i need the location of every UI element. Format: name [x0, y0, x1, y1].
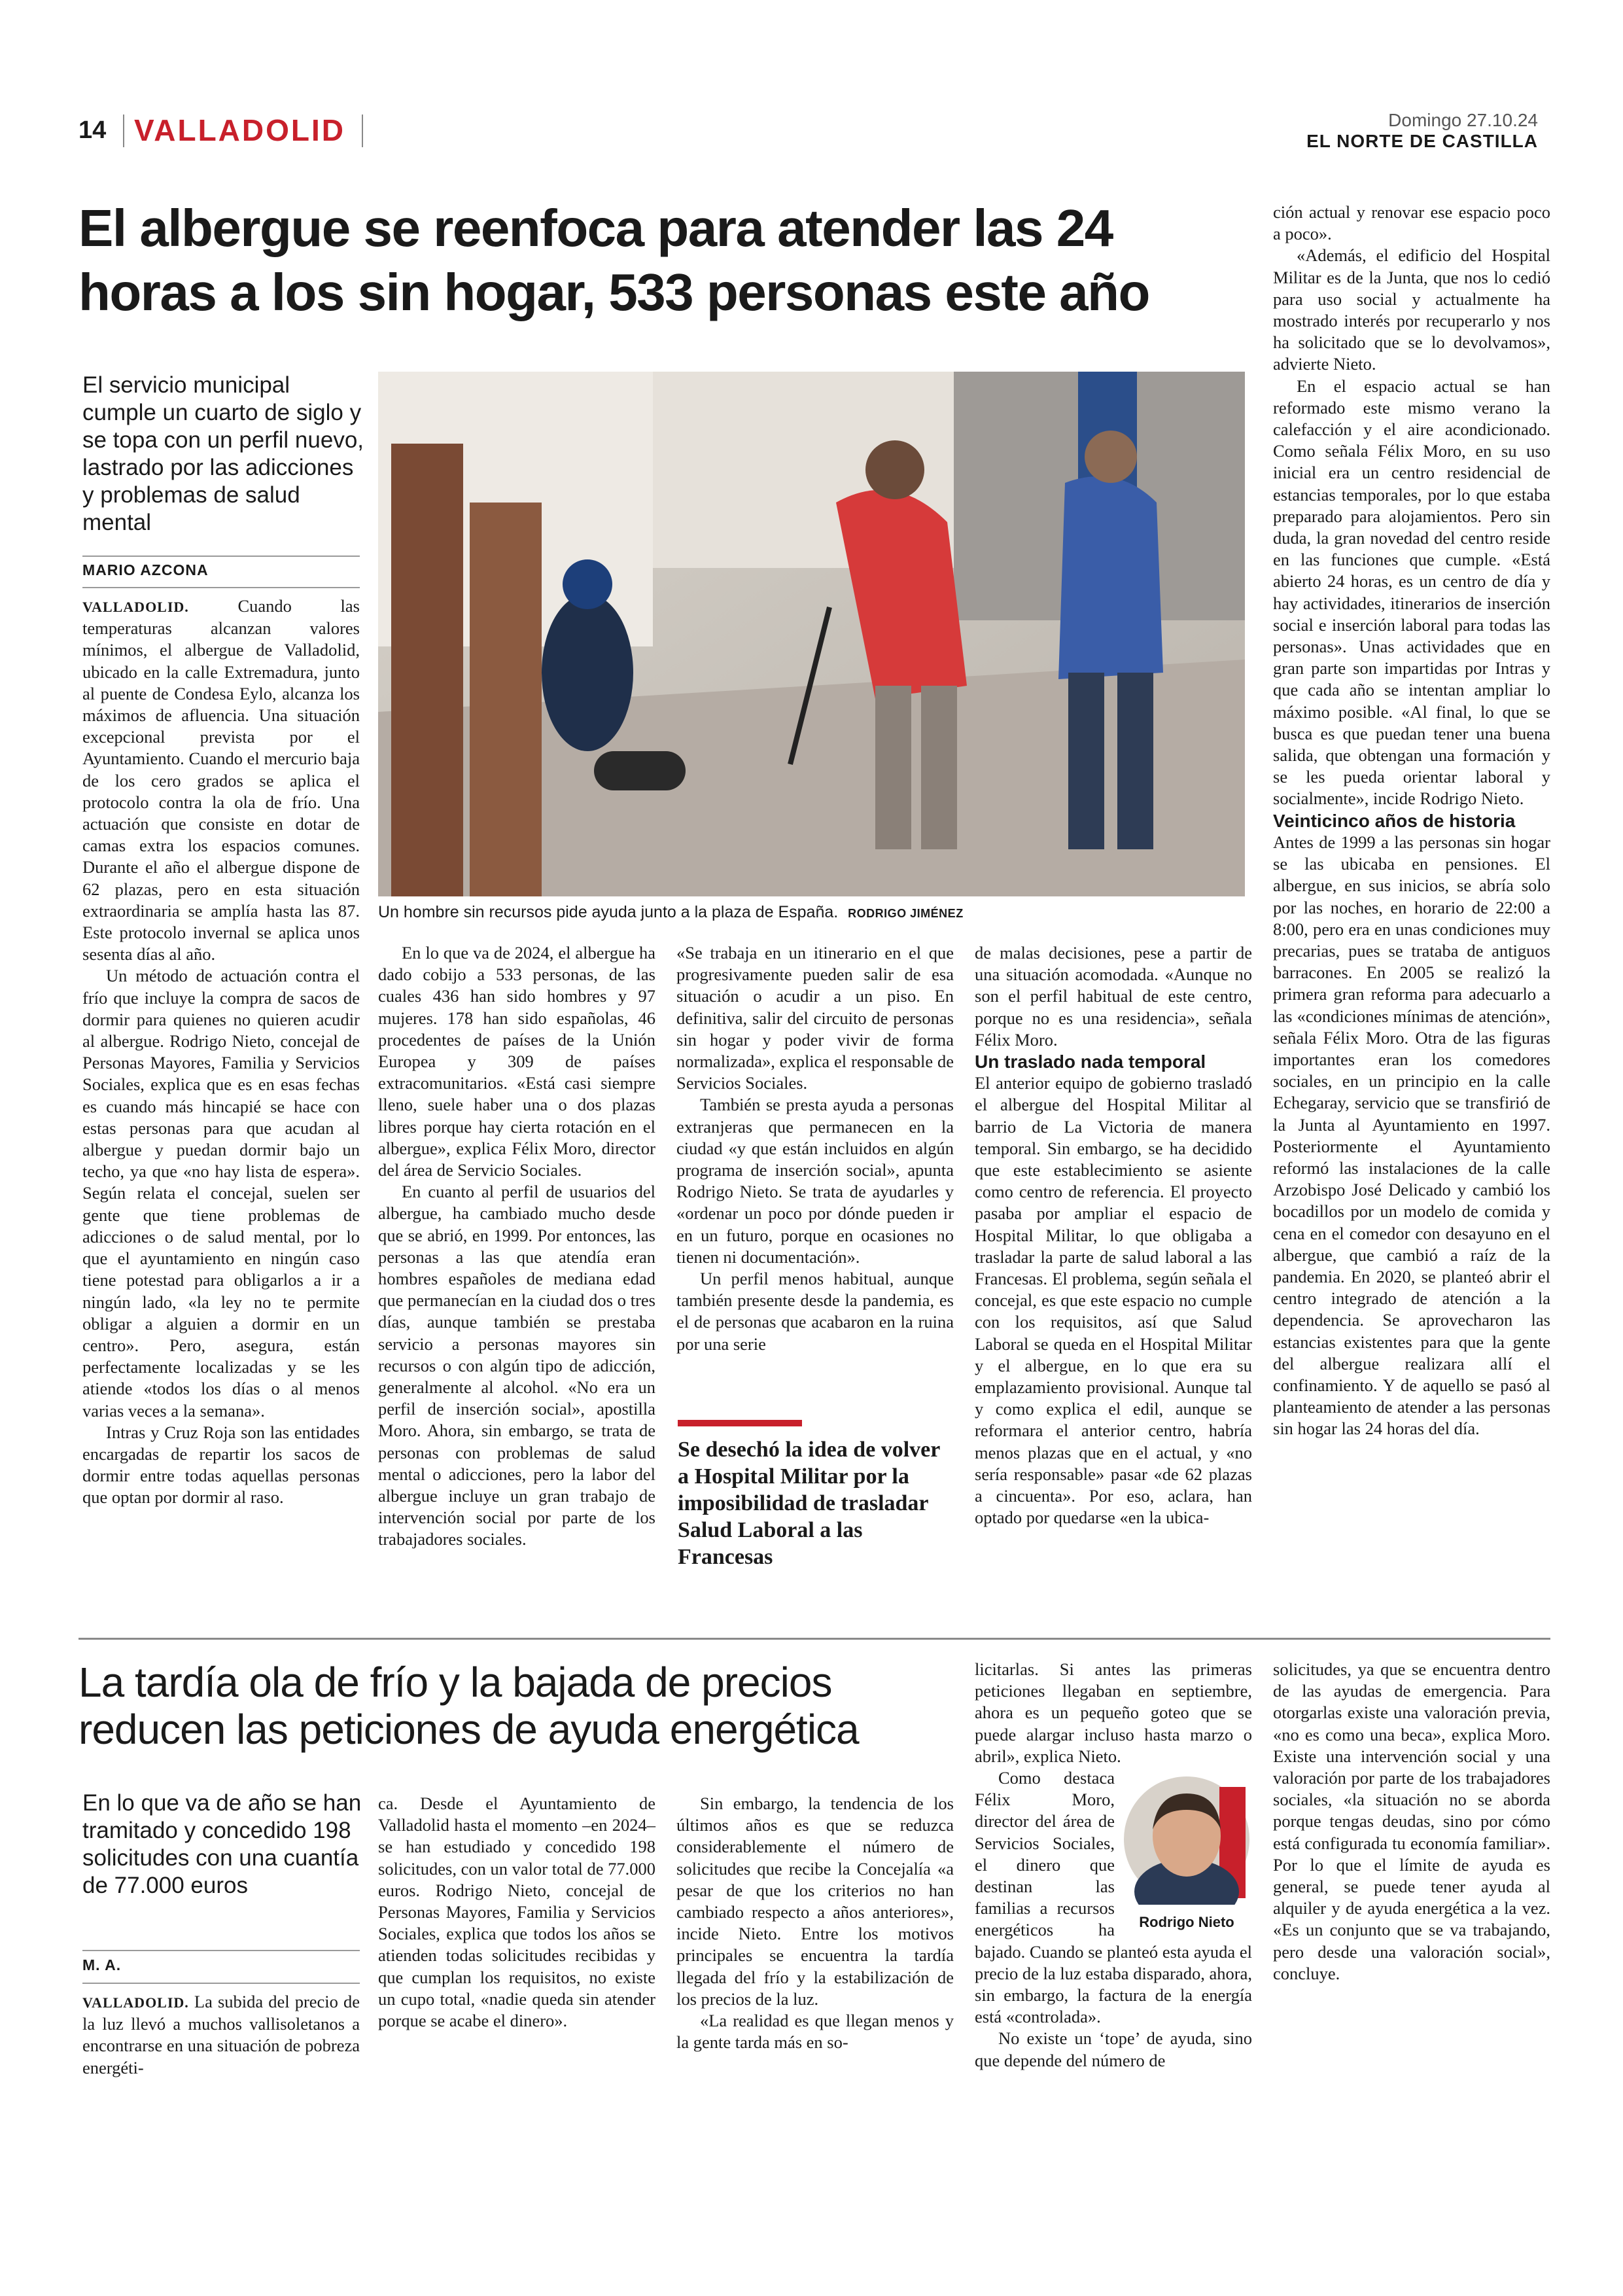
paragraph: ción actual y renovar ese espacio poco a poco». [1273, 202, 1550, 244]
article2-column-3 [676, 1793, 954, 2053]
headline-line-1: El albergue se reenfoca para atender las 24 [79, 199, 1113, 257]
paragraph: Intras y Cruz Roja son las entidades encargadas de repartir los sacos de dormir entre todas aquellas personas que optan por dormir al raso. [82, 1422, 360, 1508]
byline-rule [82, 1983, 360, 1984]
header-divider-2 [362, 115, 363, 147]
paragraph: Antes de 1999 a las personas sin hogar se las ubicaba en pensiones. El albergue, en sus inicios, se abría solo por las noches, en horario de 22:00 a 8:00, pero era en unas condiciones muy precarias, pues se trataba de antiguos barracones. En 2005 se realizó la primera gran reforma para adecuarlo a las «condiciones mínimas de atención», señala Félix Moro. Otra de las figuras importantes eran los comedores sociales, en un principio en la calle Echegaray, servicio que se transfirió de la Junta al Ayuntamiento en 1997. Posteriormente el Ayuntamiento reformó las instalaciones de la calle Arzobispo José Delicado y cambió los bocadillos por un modelo de comida y cena en el comedor con desayuno en el albergue, que cambió a raíz de la pandemia. En 2020, se planteó abrir el centro integrado de atención a la dependencia. Se aprovecharon las estancias existentes para que la gente del albergue realizara allí el confinamiento. Y de aquello se pasó al planteamiento de atender a las personas sin hogar las 24 horas del día. [1273, 832, 1550, 1439]
paragraph: «Se trabaja en un itinerario en el que progresivamente pueden salir de esa situación o acudir a un piso. En definitiva, salir del circuito de personas sin hogar y poder vivir de forma normalizada», explica el responsable de Servicios Sociales. [676, 943, 954, 1093]
paragraph: solicitudes, ya que se encuentra dentro de las ayudas de emergencia. Para otorgarlas existe una valoración previa, «no es como una beca», explica Moro. Existe una intervención social y una valoración por parte de los trabajadores sociales, «la situación no se aborda porque tengas deudas, sino por cómo está configurada tu economía familiar». Por lo que el límite de ayuda es general, se puede tener ayuda al alquiler y de ayuda energética a la vez. «Es un conjunto que se va trabajando, pero desde una valoración social», concluye. [1273, 1659, 1550, 1983]
byline: M. A. [82, 1956, 122, 1973]
photo-credit: RODRIGO JIMÉNEZ [848, 907, 964, 920]
paragraph: VALLADOLID. La subida del precio de la luz llevó a muchos vallisoletanos a encontrarse en una situación de pobreza energéti- [82, 1992, 360, 2077]
article-subtitle: El servicio municipal cumple un cuarto de siglo y se topa con un perfil nuevo, lastrado por las adicciones y problemas de salud mental [82, 372, 364, 535]
byline: MARIO AZCONA [82, 561, 209, 578]
paragraph: También se presta ayuda a personas extranjeras que permanecen en la ciudad «y que están incluidos en algún programa de inserción social», apunta Rodrigo Nieto. Se trata de ayudarles y «ordenar un poco por dónde pueden ir en un futuro, porque en ocasiones no tienen ni documentación». [676, 1095, 954, 1267]
article1-column-3 [676, 942, 954, 1355]
paragraph: «La realidad es que llegan menos y la gente tarda más en so- [676, 2011, 954, 2053]
headline-line-2: horas a los sin hogar, 533 personas este año [79, 263, 1149, 321]
portrait-caption: Rodrigo Nieto [1139, 1914, 1234, 1931]
paragraph: «Además, el edificio del Hospital Militar es de la Junta, que nos lo cedió para uso social y actualmente ha mostrado interés por recuperarlo y nos ha solicitado que se lo devolvamos», advierte Nieto. [1273, 245, 1550, 374]
dateline: VALLADOLID. [82, 599, 189, 615]
paragraph: Un método de actuación contra el frío que incluye la compra de sacos de dormir para quienes no quieren acudir al albergue. Rodrigo Nieto, concejal de Personas Mayores, Familia y Servicios Sociales, explica que es en esas fechas es cuando más hincapié se hace con estas personas para que acudan al albergue y puedan dormir bajo un techo, ya que «no hay lista de espera». Según relata el concejal, suelen ser gente que tiene problemas de adicciones o de salud mental, por lo que el ayuntamiento en ningún caso tiene potestad para obligarlos a ir a ningún lado, «la ley no te permite obligar a alguien a dormir en un centro». Pero, asegura, están perfectamente localizadas y se les atiende «todos los días o al menos varias veces a la semana». [82, 966, 360, 1421]
paragraph: ca. Desde el Ayuntamiento de Valladolid hasta el momento –en 2024– se han estudiado y concedido 198 solicitudes, con un valor total de 77.000 euros. Rodrigo Nieto, concejal de Personas Mayores, Familia y Servicios Sociales, explica que todos los años se atienden todas solicitudes recibidas y que cumplan los requisitos, no existe un cupo total, «nadie queda sin atender porque se acabe el dinero». [378, 1793, 655, 2031]
section-label: VALLADOLID [134, 113, 346, 147]
paragraph: El anterior equipo de gobierno trasladó el albergue del Hospital Militar al barrio de La Victoria de manera temporal. Sin embargo, se ha decidido que este establecimiento se asiente como centro de referencia. El proyecto pasaba por ampliar el espacio de Hospital Militar, lo que obligaba a trasladar la parte de salud laboral a las Francesas. El problema, según señala el concejal, es que este espacio no cumple con los requisitos, así que Salud Laboral se queda en el Hospital Militar y el albergue, en lo que era su emplazamiento provisional. Aunque tal y como explica el edil, aunque se reformara el anterior centro, habría menos plazas que en el actual, y «no sería responsable» pasar «de 62 plazas a cincuenta». Por eso, aclara, han optado por quedarse «en la ubica- [975, 1073, 1252, 1528]
article1-column-2 [378, 942, 655, 1551]
article-separator [79, 1638, 1550, 1640]
paragraph: Sin embargo, la tendencia de los últimos años es que se reduzca considerablemente el número de solicitudes que recibe la Concejalía «a pesar de que los criterios no han cambiado respecto a años anteriores», incide Nieto. Entre los motivos principales se encuentra la tardía llegada del frío y la estabilización de los precios de la luz. [676, 1793, 954, 2009]
portrait-float [1121, 1774, 1252, 1931]
dateline: VALLADOLID. [82, 1994, 189, 2011]
subtitle-rule [82, 1950, 360, 1951]
edition-date: Domingo 27.10.24 [1388, 110, 1538, 130]
paragraph: En cuanto al perfil de usuarios del albergue, ha cambiado mucho desde que se abrió, en 1999. Por entonces, las personas a las que atendía eran hombres españoles de mediana edad que permanecían en la ciudad dos o tres días, aunque también se prestaba servicio a personas mayores sin recursos o con algún tipo de adicción, generalmente al alcohol. «No era un perfil de inserción social», apostilla Moro. Ahora, sin embargo, se trata de personas con problemas de salud mental o adicciones, pero la labor del albergue incluye un gran trabajo de intervención social por parte de los trabajadores sociales. [378, 1182, 655, 1549]
paragraph: licitarlas. Si antes las primeras peticiones llegaban en septiembre, ahora es un pequeño goteo que se puede alargar incluso hasta marzo o abril», explica Nieto. [975, 1659, 1252, 1766]
headline-line-2: reducen las peticiones de ayuda energética [79, 1706, 859, 1753]
article2-column-4 [975, 1659, 1252, 2072]
paragraph: No existe un ‘tope’ de ayuda, sino que depende del número de [975, 2028, 1252, 2070]
pullquote-rule [678, 1420, 802, 1426]
article-headline [79, 196, 1256, 325]
page-number: 14 [79, 116, 107, 144]
subheading: Un traslado nada temporal [975, 1051, 1206, 1072]
newspaper-name: EL NORTE DE CASTILLA [1306, 131, 1538, 151]
article2-headline [79, 1659, 981, 1753]
byline-rule [82, 587, 360, 588]
article1-column-5 [1273, 202, 1550, 1440]
article-photo [378, 372, 1245, 896]
article2-column-2 [378, 1793, 655, 2032]
article2-column-5 [1273, 1659, 1550, 1985]
paragraph: de malas decisiones, pese a partir de una situación acomodada. «Aunque no son el perfil habitual de este centro, porque no es una residencia», señala Félix Moro. [975, 943, 1252, 1050]
header-divider [123, 115, 124, 147]
article2-column-1 [82, 1991, 360, 2079]
paragraph: Como destaca Félix Moro, director del área de Servicios Sociales, el dinero que destinan las familias a recursos energéticos ha bajado. Cuando se planteó esta ayuda el precio de la luz estaba disparado, ahora, sin embargo, la factura de la energía está «controlada». [975, 1768, 1252, 2027]
subtitle-rule [82, 556, 360, 557]
paragraph: En el espacio actual se han reformado este mismo verano la calefacción y el aire acondicionado. Como señala Félix Moro, en su uso inicial era un centro residencial de estancias temporales, por lo que estaba preparado para alojamientos. Pero sin duda, la gran novedad del centro reside en las funciones que cumple. «Está abierto 24 horas, es un centro de día y hay actividades, itinerarios de inserción social e inserción laboral para todas las personas». Unas actividades que en gran parte son impartidas por Intras y que cada año se intentan ampliar lo máximo posible. «Al final, lo que se busca es que puedan tener una buena salida, que obtengan una formación y se les pueda orientar laboral y socialmente», incide Rodrigo Nieto. [1273, 376, 1550, 809]
article2-subtitle: En lo que va de año se han tramitado y concedido 198 solicitudes con una cuantía de 77.000 euros [82, 1790, 362, 1898]
article1-column-1 [82, 595, 360, 1509]
paragraph: En lo que va de 2024, el albergue ha dado cobijo a 533 personas, de las cuales 436 han sido hombres y 97 mujeres. 178 han sido españolas, 46 procedentes de países de la Unión Europea y 309 de países extracomunitarios. «Está casi siempre lleno, suele haber una o dos plazas libres porque hay cierta rotación en el albergue», explica Félix Moro, director del área de Servicio Sociales. [378, 943, 655, 1180]
subheading: Veinticinco años de historia [1273, 810, 1516, 831]
caption-text: Un hombre sin recursos pide ayuda junto a la plaza de España. [378, 903, 839, 921]
article1-column-4 [975, 942, 1252, 1528]
paragraph: VALLADOLID. Cuando las temperaturas alcanzan valores mínimos, el albergue de Valladolid, ubicado en la calle Extremadura, junto al puente de Condesa Eylo, alcanza los máximos de afluencia. Una situación excepcional prevista por el Ayuntamiento. Cuando el mercurio baja de los cero grados se aplica el protocolo contra la ola de frío. Una actuación que consiste en dotar de camas extra los espacios comunes. Durante el año el albergue dispone de 62 plazas, pero en esta situación extraordinaria se amplía hasta las 87. Este protocolo invernal se aplica unos sesenta días al año. [82, 596, 360, 964]
pullquote: Se desechó la idea de volver a Hospital Militar por la imposibilidad de trasladar Salud Laboral a las Francesas [678, 1438, 940, 1569]
photo-caption [378, 903, 964, 922]
headline-line-1: La tardía ola de frío y la bajada de precios [79, 1659, 832, 1706]
paragraph: Un perfil menos habitual, aunque también presente desde la pandemia, es el de personas que acabaron en la ruina por una serie [676, 1269, 954, 1354]
portrait-photo [1121, 1774, 1252, 1905]
